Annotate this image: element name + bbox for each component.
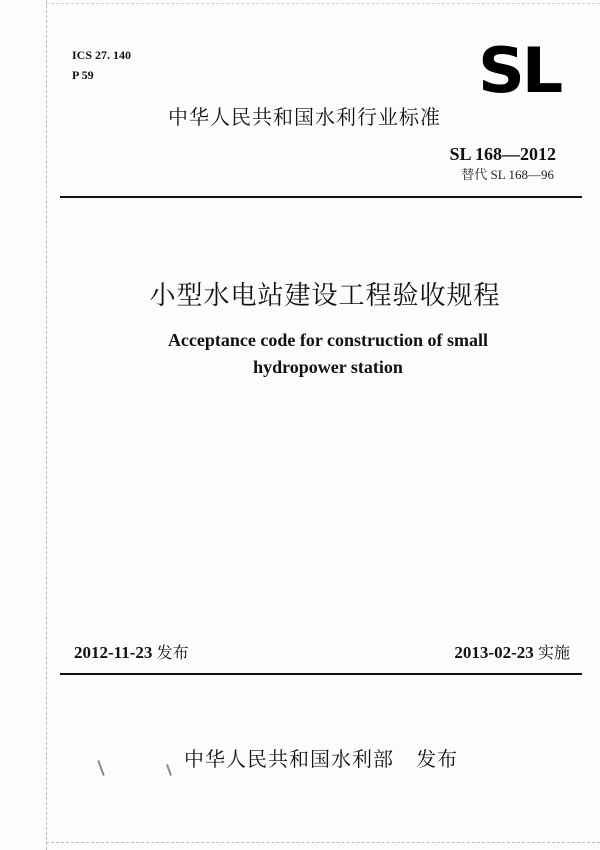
publisher-name: 中华人民共和国水利部 [184, 747, 394, 771]
issue-label: 发布 [156, 643, 189, 662]
standard-category: 中华人民共和国水利行业标准 [168, 105, 441, 129]
footer-rule [60, 673, 582, 675]
title-chinese: 小型水电站建设工程验收规程 [149, 281, 501, 311]
title-english-line2: hydropower station [253, 357, 403, 377]
header-rule [60, 196, 582, 198]
scan-mark [166, 764, 172, 776]
standard-number: SL 168—2012 [449, 144, 556, 164]
ics-code: ICS 27. 140 [72, 48, 132, 62]
scan-bottom-edge [46, 842, 600, 844]
scan-top-edge [46, 3, 600, 5]
title-english-line1: Acceptance code for construction of small [167, 330, 489, 350]
scan-left-edge [46, 0, 48, 850]
publisher-action: 发布 [416, 747, 459, 771]
implementation-date: 2013-02-23 [454, 643, 534, 662]
sl-logo: SL [478, 34, 561, 107]
issue-date-block [74, 642, 189, 664]
publisher-block [184, 745, 458, 773]
implementation-label: 实施 [537, 643, 570, 662]
implementation-date-block [454, 642, 570, 664]
scan-mark [97, 760, 104, 776]
ccs-code: P 59 [72, 68, 94, 82]
replaces-note: 替代 SL 168—96 [461, 167, 554, 182]
title-english [118, 327, 538, 381]
issue-date: 2012-11-23 [74, 643, 153, 662]
